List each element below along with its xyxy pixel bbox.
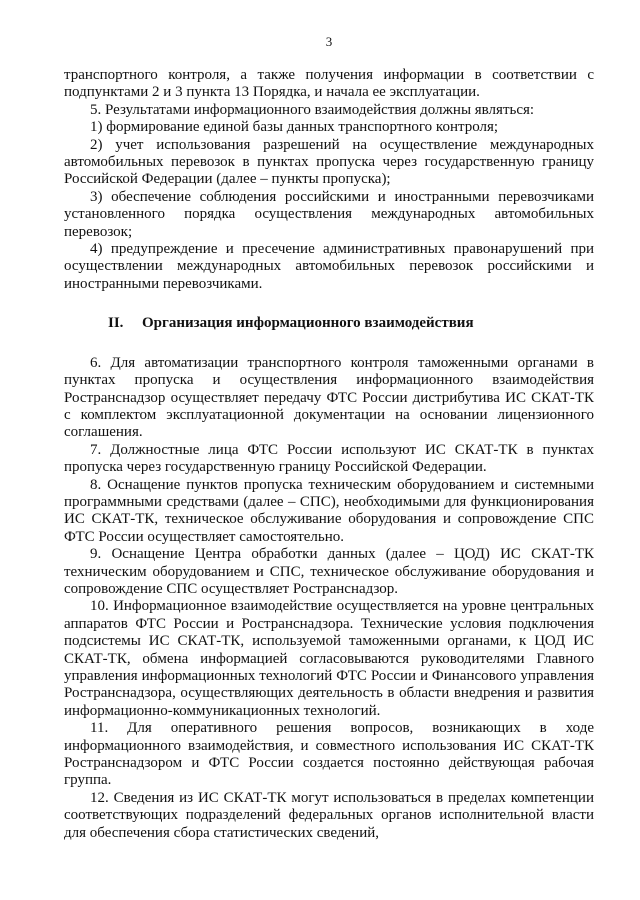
paragraph-8: 8. Оснащение пунктов пропуска техническим оборудованием и системными программными средствами (далее – СПС), необходимыми для функционирования ИС СКАТ-ТК, техническое обслуживание оборудования и сопровождение СПС ФТС России осуществляет самостоятельно. bbox=[64, 476, 594, 545]
section-title: Организация информационного взаимодействия bbox=[142, 315, 474, 332]
paragraph-10: 10. Информационное взаимодействие осуществляется на уровне центральных аппаратов ФТС России и Ространснадзора. Технические условия подключения подсистемы ИС СКАТ-ТК, используемой таможенными органами, к ЦОД ИС СКАТ-ТК, обмена информацией согласовываются руководителями Главного управления информационных технологий ФТС России и Финансового управления Ространснадзора, осуществляющих деятельность в области внедрения и развития информационно-коммуникационных технологий. bbox=[64, 598, 594, 719]
list-item-5-3: 3) обеспечение соблюдения российскими и иностранными перевозчиками установленного порядка осуществления международных автомобильных перевозок; bbox=[64, 188, 594, 240]
paragraph-5: 5. Результатами информационного взаимодействия должны являться: bbox=[90, 101, 535, 118]
page-number: 3 bbox=[325, 34, 333, 49]
section-number: II. bbox=[108, 315, 124, 332]
list-item-5-4: 4) предупреждение и пресечение административных правонарушений при осуществлении международных автомобильных перевозок российскими и иностранными перевозчиками. bbox=[64, 241, 594, 292]
paragraph-7: 7. Должностные лица ФТС России используют ИС СКАТ-ТК в пунктах пропуска через государственную границу Российской Федерации. bbox=[64, 441, 594, 476]
list-item-5-1: 1) формирование единой базы данных транспортного контроля; bbox=[90, 119, 499, 136]
section-heading bbox=[64, 315, 594, 332]
list-item-5-2: 2) учет использования разрешений на осуществление международных автомобильных перевозок в пунктах пропуска через государственную границу Российской Федерации (далее – пункты пропуска); bbox=[64, 136, 594, 188]
document-body bbox=[64, 67, 594, 842]
paragraph-12: 12. Сведения из ИС СКАТ-ТК могут использоваться в пределах компетенции соответствующих подразделений федеральных органов исполнительной власти для обеспечения сбора статистических сведений, bbox=[64, 789, 594, 841]
paragraph-6: 6. Для автоматизации транспортного контроля таможенными органами в пунктах пропуска и осуществления информационного взаимодействия Ространснадзор осуществляет передачу ФТС России дистрибутива ИС СКАТ-ТК с комплектом эксплуатационной документации на основании лицензионного соглашения. bbox=[64, 354, 594, 441]
paragraph-9: 9. Оснащение Центра обработки данных (далее – ЦОД) ИС СКАТ-ТК техническим оборудованием и СПС, техническое обслуживание оборудования и сопровождение СПС осуществляет Ространснадзор. bbox=[64, 546, 594, 597]
paragraph-11: 11. Для оперативного решения вопросов, возникающих в ходе информационного взаимодействия, и совместного использования ИС СКАТ-ТК Ространснадзором и ФТС России создается постоянно действующая рабочая группа. bbox=[64, 720, 594, 789]
paragraph-continuation: транспортного контроля, а также получения информации в соответствии с подпунктами 2 и 3 пункта 13 Порядка, и начала ее эксплуатации. bbox=[64, 67, 594, 101]
